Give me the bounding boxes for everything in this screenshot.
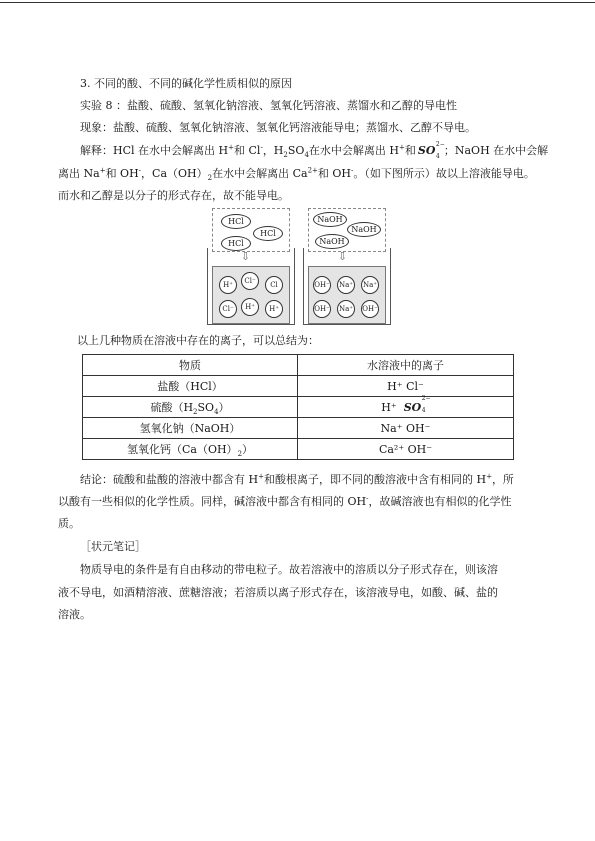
down-arrow-icon: ⇩ xyxy=(241,250,251,263)
table-cell-substance: 氢氧化钙$(Ca(OH)_2)$ xyxy=(83,439,298,460)
down-arrow-icon: ⇩ xyxy=(338,250,348,263)
ion: H⁺ xyxy=(241,298,259,316)
section-title: 3. 不同的酸、不同的碱化学性质相似的原因 xyxy=(80,77,292,90)
phenomenon-line: 现象：盐酸、硫酸、氢氧化钠溶液、氢氧化钙溶液能导电；蒸馏水、乙醇不导电。 xyxy=(80,121,476,134)
ion: Cl xyxy=(265,276,283,294)
table-header-cell: 物质 xyxy=(83,355,298,376)
hcl-molecule: HCl xyxy=(221,236,251,251)
table-row xyxy=(83,418,514,439)
note-line-1: 物质导电的条件是有自由移动的带电粒子。故若溶液中的溶质以分子形式存在，则该溶 xyxy=(80,563,498,576)
table-cell-ions: Ca²⁺ OH⁻ xyxy=(298,439,514,460)
sulfate-formula: SO 2− 4 xyxy=(403,394,431,414)
note-title: ［状元笔记］ xyxy=(80,540,146,553)
ion: Na⁺ xyxy=(337,300,355,318)
ion: Cl⁻ xyxy=(219,300,237,318)
table-cell-substance: 氢氧化钠（NaOH） xyxy=(83,418,298,439)
naoh-molecule: NaOH xyxy=(313,212,347,227)
table-header-cell: 水溶液中的离子 xyxy=(298,355,514,376)
top-rule xyxy=(0,2,595,3)
explanation-line-3: 而水和乙醇是以分子的形式存在，故不能导电。 xyxy=(58,189,289,202)
table-row xyxy=(83,376,514,397)
ion: Cl⁻ xyxy=(241,272,259,290)
ion: Na⁺ xyxy=(361,276,379,294)
conclusion-line-3: 质。 xyxy=(58,517,80,530)
explanation-line-1: 解释：HCl 在水中会解离出 H+和 Cl-，$H_2SO_4$在水中会解离出 H+和 SO 2− 4 ；NaOH 在水中会解 xyxy=(80,141,549,160)
ion: OH⁻ xyxy=(313,276,331,294)
table-cell-substance: 盐酸（HCl） xyxy=(83,376,298,397)
ion: Na⁺ xyxy=(337,276,355,294)
sulfate-formula: SO 2− 4 xyxy=(417,141,445,160)
ionization-figure xyxy=(207,208,387,326)
note-line-3: 溶液。 xyxy=(58,608,91,621)
conclusion-line-1: 结论：硫酸和盐酸的溶液中都含有 H+和酸根离子，即不同的酸溶液中含有相同的 H+，所 xyxy=(80,472,514,486)
naoh-molecule: NaOH xyxy=(315,234,349,249)
ion: OH⁻ xyxy=(313,300,331,318)
table-cell-ions: Na⁺ OH⁻ xyxy=(298,418,514,439)
naoh-molecule: NaOH xyxy=(347,222,381,237)
ions-table xyxy=(82,354,514,460)
table-row xyxy=(83,397,514,418)
ion: OH⁻ xyxy=(361,300,379,318)
hcl-molecule: HCl xyxy=(221,214,251,229)
explanation-line-2: 离出 Na+和 OH-，$Ca(OH)_2$在水中会解离出 $Ca^{2+}$和 OH-。（如下图所示）故以上溶液能导电。 xyxy=(58,166,535,183)
table-row xyxy=(83,439,514,460)
experiment-line: 实验 8 ：盐酸、硫酸、氢氧化钠溶液、氢氧化钙溶液、蒸馏水和乙醇的导电性 xyxy=(80,99,457,112)
table-cell-ions: H⁺ Cl⁻ xyxy=(298,376,514,397)
table-header-row xyxy=(83,355,514,376)
ion: H⁺ xyxy=(219,276,237,294)
ion: H⁺ xyxy=(265,300,283,318)
note-line-2: 液不导电，如酒精溶液、蔗糖溶液；若溶质以离子形式存在，该溶液导电，如酸、碱、盐的 xyxy=(58,586,498,599)
summary-intro: 以上几种物质在溶液中存在的离子，可以总结为： xyxy=(77,334,319,347)
table-cell-ions: H⁺ SO 2− 4 xyxy=(298,397,514,418)
conclusion-line-2: 以酸有一些相似的化学性质。同样，碱溶液中都含有相同的 OH-，故碱溶液也有相似的化学性 xyxy=(58,494,512,508)
table-cell-substance: 硫酸$(H_2SO_4)$ xyxy=(83,397,298,418)
hcl-molecule: HCl xyxy=(253,226,283,241)
